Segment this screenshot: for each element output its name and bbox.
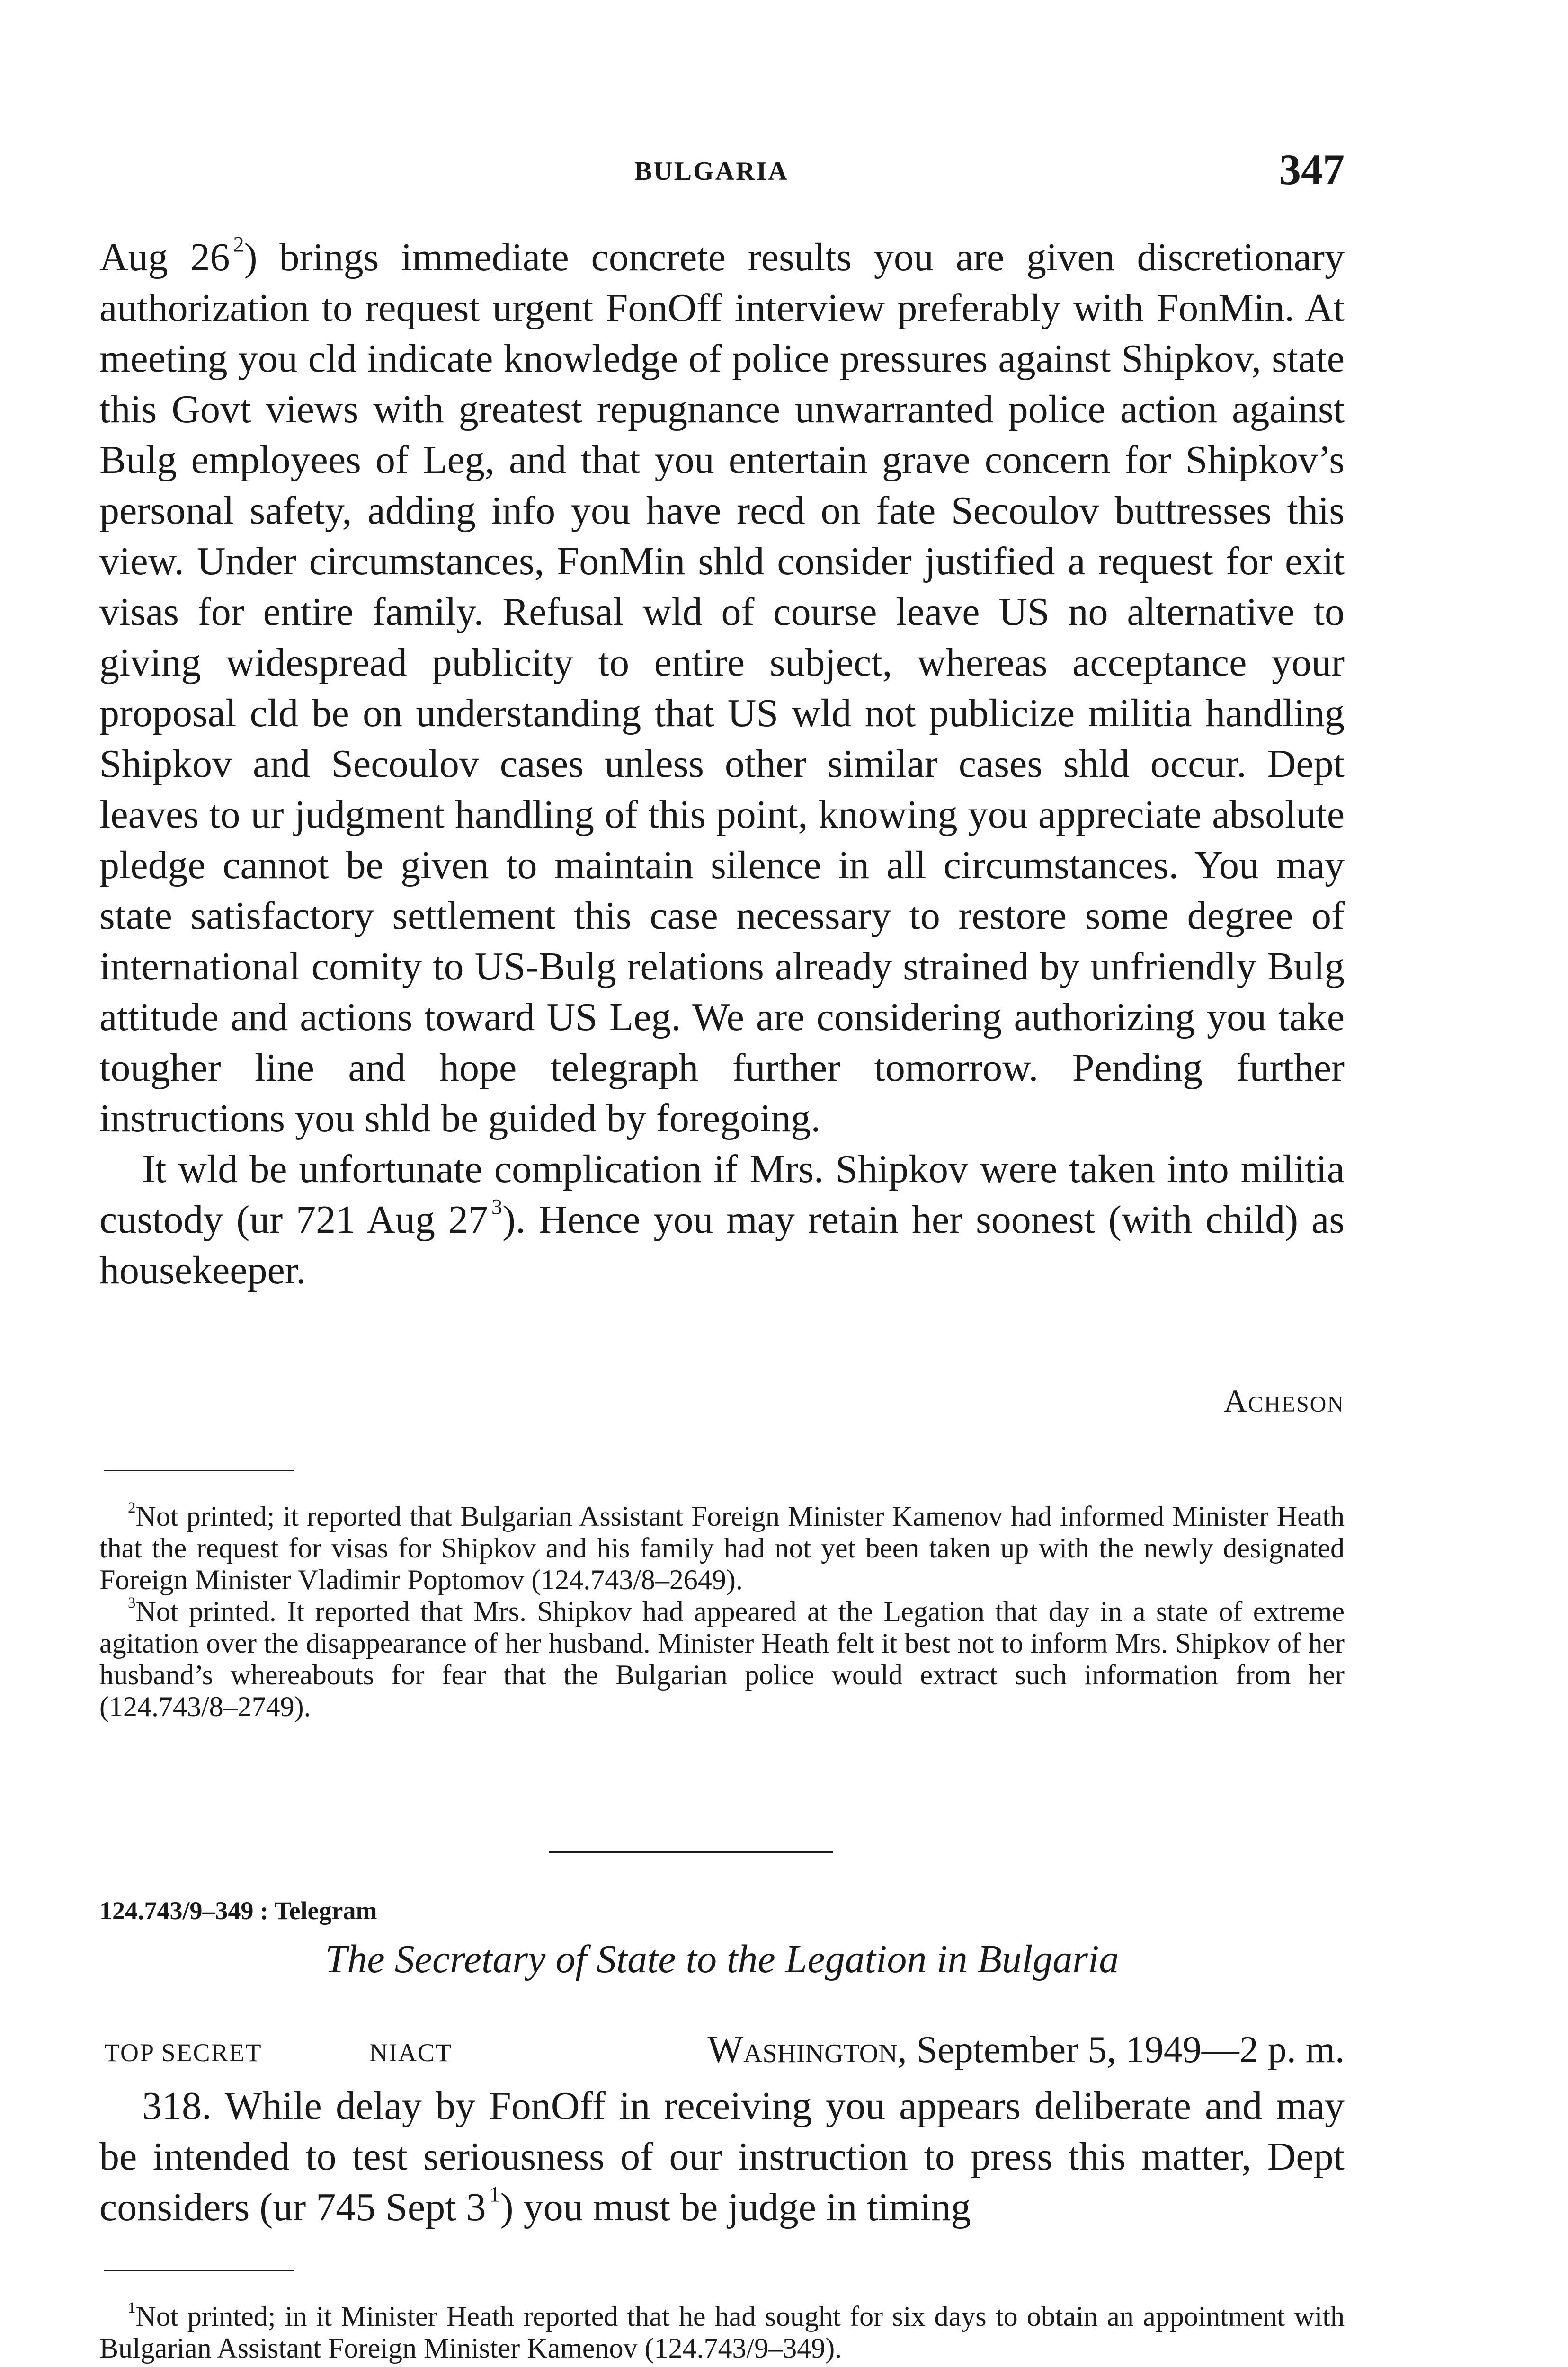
footnotes-bottom [99, 2301, 1345, 2364]
paragraph-text: It wld be unfortunate complication if Mrs. Shipkov were taken into militia custody (ur 721 Aug 27 [99, 1147, 1345, 1242]
footnote-marker: 1 [489, 2182, 500, 2207]
dateline [99, 2029, 1345, 2081]
footnote-mark: 2 [128, 1499, 136, 1516]
date-text: , September 5, 1949—2 p. m. [897, 2029, 1345, 2071]
file-reference: 124.743/9–349 : Telegram [99, 1896, 377, 1925]
telegram-body-2 [99, 2081, 1345, 2233]
document-heading: The Secretary of State to the Legation in Bulgaria [325, 1937, 1119, 1981]
footnote-mark: 3 [128, 1594, 136, 1611]
paragraph-text: Aug 26 [99, 235, 230, 279]
place-name: Washington [707, 2029, 898, 2071]
footnote-text: Not printed; it reported that Bulgarian Assistant Foreign Minister Kamenov had informed Minister Heath that the request for visas for Shipkov and his family had not yet been taken up with the newly designated Foreign Minister Vladimir Poptomov (124.743/8–2649). [99, 1501, 1345, 1595]
place-date [708, 2029, 1345, 2072]
section-divider [549, 1851, 833, 1853]
footnote-mark: 1 [128, 2299, 136, 2316]
body-paragraph [99, 232, 1345, 1144]
footnote-text: Not printed. It reported that Mrs. Shipkov had appeared at the Legation that day in a state of extreme agitation over the disappearance of her husband. Minister Heath felt it best not to inform Mrs. Shipkov of her husband’s whereabouts for fear that the Bulgarian police would extract such information from her (124.743/8–2749). [99, 1596, 1345, 1722]
footnote-marker: 3 [491, 1194, 503, 1219]
paragraph-text: 318. While delay by FonOff in receiving you appears deliberate and may be intended to test seriousness of our instruction to press this matter, Dept considers (ur 745 Sept 3 [99, 2084, 1345, 2229]
footnote-divider [104, 1470, 294, 1471]
body-paragraph [99, 1144, 1345, 1296]
footnote [99, 1596, 1345, 1723]
paragraph-text: ). Hence you may retain her soonest (with child) as housekeeper. [99, 1198, 1345, 1292]
paragraph-text: ) you must be judge in timing [500, 2185, 971, 2229]
page-number: 347 [1279, 145, 1345, 194]
document-page [99, 0, 1345, 2367]
classification-label: TOP SECRET [104, 2038, 262, 2067]
footnote [99, 2301, 1345, 2364]
body-paragraph [99, 2081, 1345, 2233]
priority-label: NIACT [369, 2038, 452, 2067]
running-head-title: BULGARIA [634, 157, 789, 186]
footnote [99, 1501, 1345, 1596]
footnote-text: Not printed; in it Minister Heath reported that he had sought for six days to obtain an appointment with Bulgarian Assistant Foreign Minister Kamenov (124.743/9–349). [99, 2301, 1345, 2364]
footnote-divider [104, 2270, 294, 2271]
telegram-body [99, 232, 1345, 1296]
footnote-marker: 2 [233, 232, 244, 257]
signature: Acheson [1223, 1383, 1345, 1419]
footnotes-top [99, 1501, 1345, 1723]
paragraph-text: ) brings immediate concrete results you are given discretionary authorization to request urgent FonOff interview preferably with FonMin. At meeting you cld indicate knowledge of police pressures against Shipkov, state this Govt views with greatest repugnance unwarranted police action against Bulg employees of Leg, and that you entertain grave concern for Shipkov’s personal safety, adding info you have recd on fate Secoulov buttresses this view. Under circumstances, FonMin shld consider justified a request for exit visas for entire family. Refusal wld of course leave US no alternative to giving widespread publicity to entire subject, whereas acceptance your proposal cld be on understanding that US wld not publicize militia handling Shipkov and Secoulov cases unless other similar cases shld occur. Dept leaves to ur judgment handling of this point, knowing you appreciate absolute pledge cannot be given to maintain silence in all circumstances. You may state satisfactory settlement this case necessary to restore some degree of international comity to US-Bulg relations already strained by unfriendly Bulg attitude and actions toward US Leg. We are considering authorizing you take tougher line and hope telegraph further tomorrow. Pending further instructions you shld be guided by foregoing. [99, 235, 1345, 1140]
